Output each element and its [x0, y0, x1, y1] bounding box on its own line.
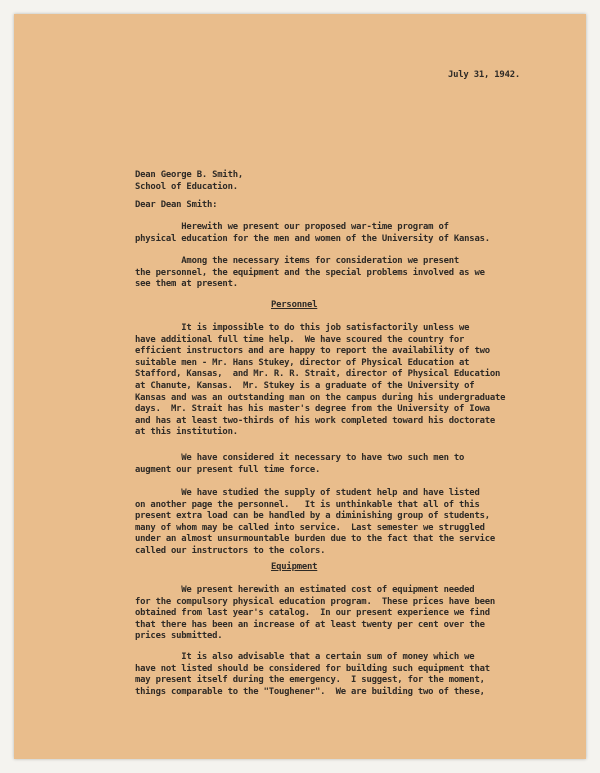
addressee-block — [135, 170, 243, 193]
paragraph-augment: We have considered it necessary to have two such men to augment our present full time force. — [135, 453, 465, 475]
paragraph-advisable: It is also advisable that a certain sum of money which we have not listed should be considered for building such equipment that may present itself during the emergency. I suggest, for the moment, things comparable to the "Toughener". We are building two of these, — [135, 652, 490, 697]
heading-personnel: Personnel — [271, 300, 318, 310]
addressee-line: Dean George B. Smith, — [135, 170, 244, 180]
heading-equipment: Equipment — [271, 562, 318, 572]
paragraph-intro: Herewith we present our proposed war-time program of physical education for the men and women of the University of Kansas. — [135, 222, 490, 244]
paragraph-student-help: We have studied the supply of student help and have listed on another page the personnel. It is unthinkable that all of this present extra load can be handled by a diminishing group of students, many of whom may be called into service. Last semester we struggled under an almost unsurmountable burden due to the fact that the service called our instructors to the colors. — [135, 488, 496, 556]
letter-date: July 31, 1942. — [448, 70, 521, 80]
addressee-line: School of Education. — [135, 181, 238, 192]
paragraph-equipment: We present herewith an estimated cost of equipment needed for the compulsory physical education program. These prices have been obtained from last year's catalog. In our present experience we find that there has been an increase of at least twenty per cent over the prices submitted. — [135, 585, 496, 642]
paragraph-personnel: It is impossible to do this job satisfactorily unless we have additional full time help. We have scoured the country for efficient instructors and are happy to report the availability of two suitable men - Mr. Hans Stukey, director of Physical Education at Stafford, Kansas, and Mr. R. R. Strait, director of Physical Education at Chanute, Kansas. Mr. Stukey is a graduate of the University of Kansas and was an outstanding man on the campus during his undergraduate days. Mr. Strait has his master's degree from the University of Iowa and has at least two-thirds of his work completed toward his doctorate at this institution. — [135, 323, 506, 438]
salutation: Dear Dean Smith: — [135, 200, 218, 210]
paragraph-items: Among the necessary items for consideration we present the personnel, the equipment and the special problems involved as we see them at present. — [135, 256, 485, 290]
